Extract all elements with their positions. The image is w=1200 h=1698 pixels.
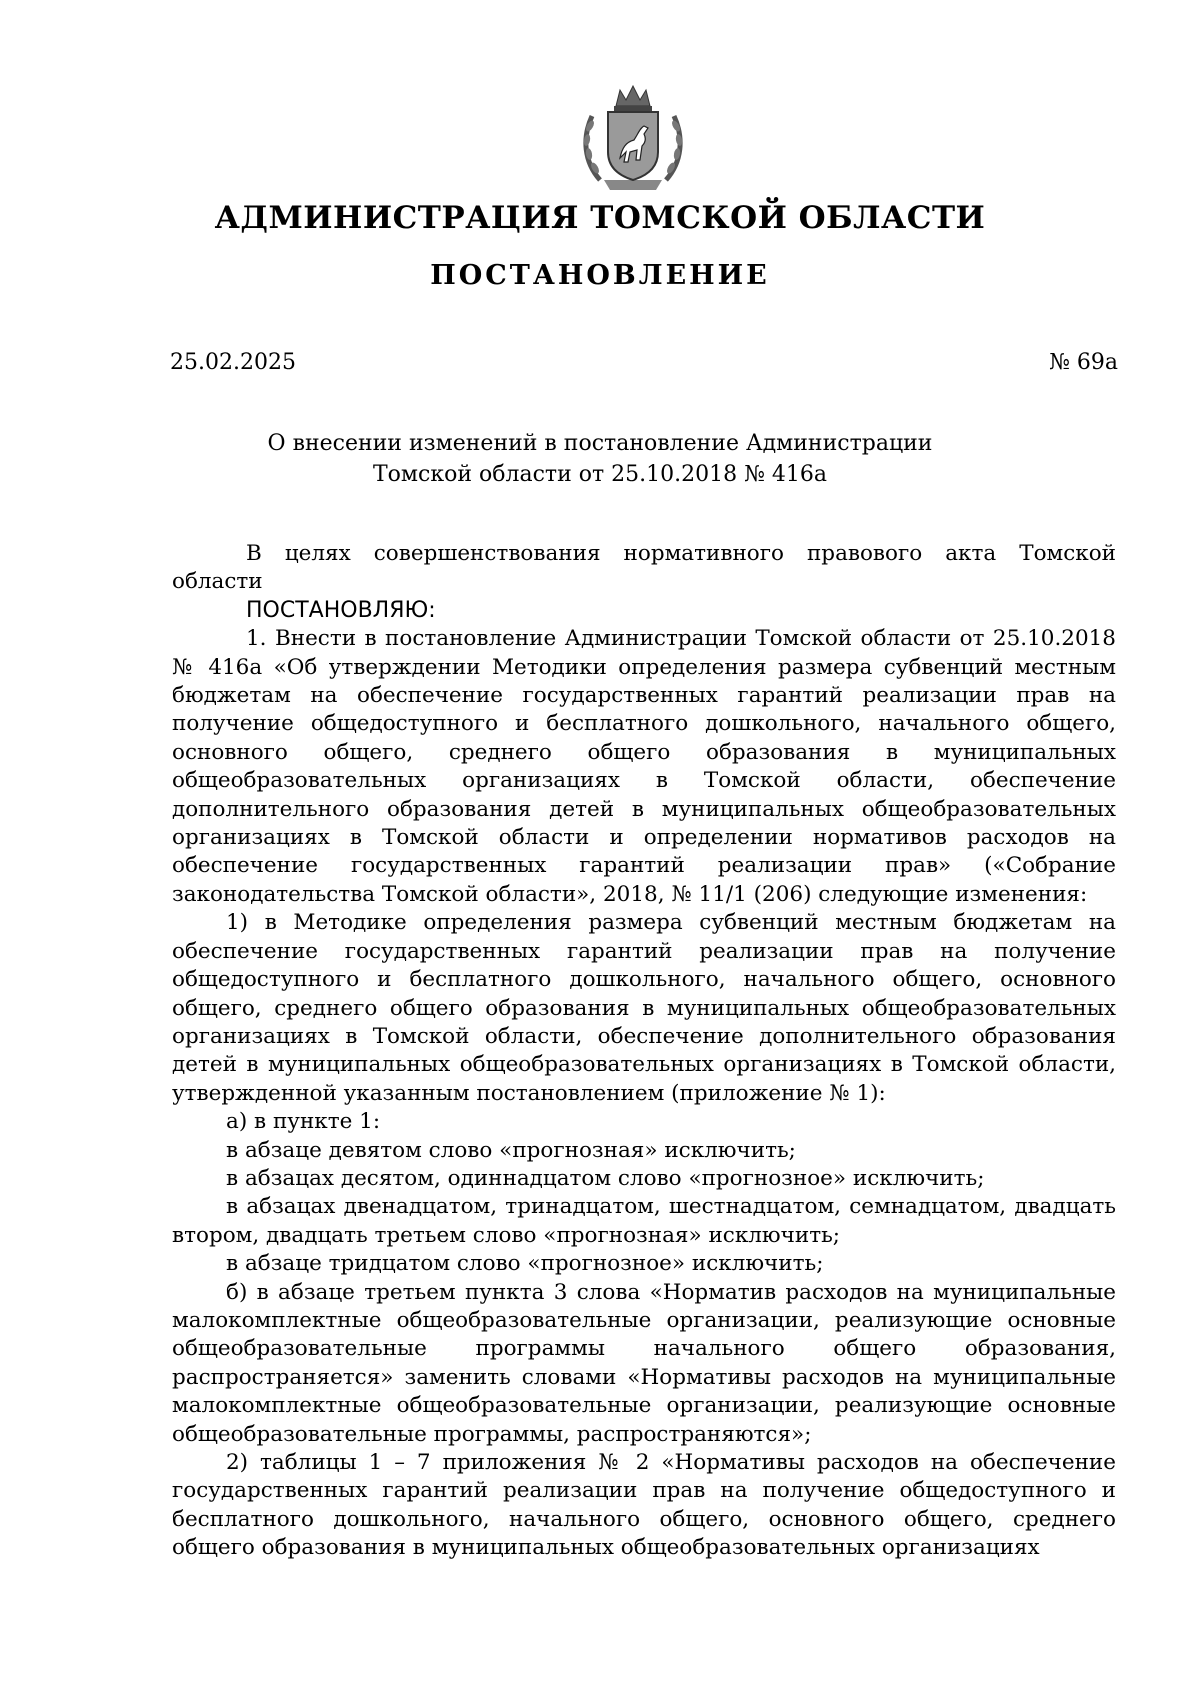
paragraph-9: 2) таблицы 1 – 7 приложения № 2 «Нормативы расходов на обеспечение государственных гарантий реализации прав на получение общедоступного и бесплатного дошкольного, начального общего, основного общего, среднего общего образования в муниципальных общеобразовательных организациях	[172, 1450, 1116, 1561]
paragraph-4: в абзаце девятом слово «прогнозная» исключить;	[226, 1137, 796, 1163]
subject-line-1: О внесении изменений в постановление Администрации	[267, 431, 933, 456]
document-type: ПОСТАНОВЛЕНИЕ	[430, 260, 770, 291]
decree-word: ПОСТАНОВЛЯЮ:	[246, 597, 436, 623]
document-date: 25.02.2025	[170, 350, 296, 375]
document-subject	[0, 428, 1200, 490]
paragraph-7: в абзаце тридцатом слово «прогнозное» исключить;	[226, 1251, 824, 1277]
subject-line-2: Томской области от 25.10.2018 № 416а	[372, 462, 828, 487]
paragraph-2: 1) в Методике определения размера субвенций местным бюджетам на обеспечение государственных гарантий реализации прав на получение общедоступного и бесплатного дошкольного, начального общего, основного общего, среднего общего образования в муниципальных общеобразовательных организациях в Томской области, обеспечение дополнительного образования детей в муниципальных общеобразовательных организациях в Томской области, утвержденной указанным постановлением (приложение № 1):	[172, 910, 1116, 1106]
paragraph-1: 1. Внести в постановление Администрации Томской области от 25.10.2018 № 416а «Об утверждении Методики определения размера субвенций местным бюджетам на обеспечение государственных гарантий реализации прав на получение общедоступного и бесплатного дошкольного, начального общего, основного общего, среднего общего образования в муниципальных общеобразовательных организациях в Томской области, обеспечение дополнительного образования детей в муниципальных общеобразовательных организациях в Томской области и определении нормативов расходов на обеспечение государственных гарантий реализации прав» («Собрание законодательства Томской области», 2018, № 11/1 (206) следующие изменения:	[172, 626, 1116, 907]
paragraph-5: в абзацах десятом, одиннадцатом слово «прогнозное» исключить;	[226, 1165, 985, 1191]
document-body	[172, 540, 1116, 1563]
document-number: № 69а	[1049, 350, 1118, 375]
preamble-paragraph: В целях совершенствования нормативного правового акта Томской области	[172, 541, 1116, 595]
paragraph-6: в абзацах двенадцатом, тринадцатом, шестнадцатом, семнадцатом, двадцать втором, двадцать третьем слово «прогнозная» исключить;	[172, 1194, 1116, 1248]
tomsk-oblast-coat-of-arms-icon	[578, 82, 688, 194]
agency-title: АДМИНИСТРАЦИЯ ТОМСКОЙ ОБЛАСТИ	[214, 200, 986, 236]
paragraph-8: б) в абзаце третьем пункта 3 слова «Норматив расходов на муниципальные малокомплектные общеобразовательные организации, реализующие основные общеобразовательные программы начального общего образования, распространяется» заменить словами «Нормативы расходов на муниципальные малокомплектные общеобразовательные организации, реализующие основные общеобразовательные программы, распространяются»;	[172, 1279, 1116, 1447]
paragraph-3: а) в пункте 1:	[226, 1109, 381, 1135]
